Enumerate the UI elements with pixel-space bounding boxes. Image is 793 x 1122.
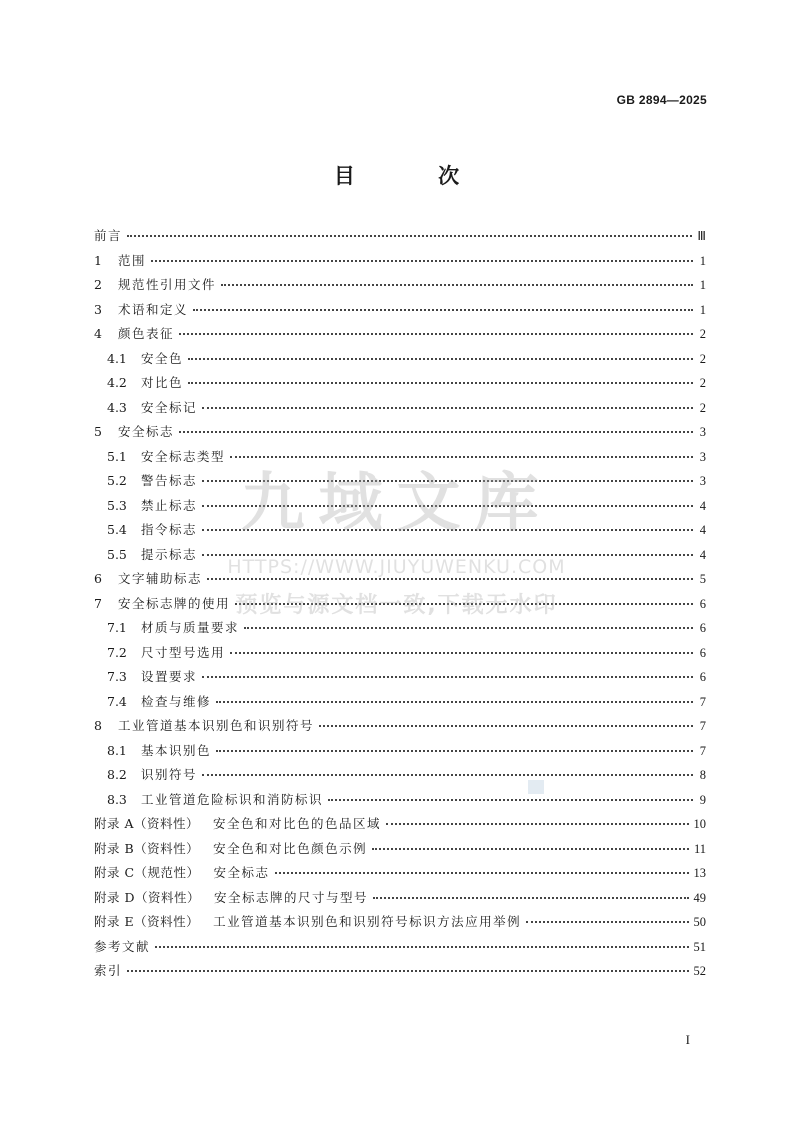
toc-entry-label: 安全色和对比色的色品区域 bbox=[213, 816, 382, 831]
toc-entry[interactable] bbox=[94, 618, 706, 643]
toc-entry-page: 1 bbox=[699, 278, 706, 292]
toc-entry-label: 文字辅助标志 bbox=[118, 571, 203, 586]
toc-entry-label: 范围 bbox=[118, 252, 147, 268]
toc-entry-label: 工业管道基本识别色和识别符号 bbox=[118, 718, 315, 733]
toc-entry-page: 4 bbox=[699, 498, 706, 513]
toc-entry-number: 8.3 bbox=[107, 791, 127, 807]
toc-entry-page: 7 bbox=[699, 694, 706, 709]
watermark-notice: 预览与源文档一致,下载无水印 bbox=[235, 593, 558, 618]
toc-entry-page: 4 bbox=[699, 523, 706, 537]
dot-leader bbox=[244, 627, 693, 629]
toc-entry-page: 5 bbox=[699, 572, 706, 586]
toc-entry-page: 50 bbox=[693, 915, 706, 929]
toc-entry-number: 6 bbox=[94, 571, 102, 586]
dot-leader bbox=[373, 897, 688, 899]
dot-leader bbox=[235, 603, 693, 605]
dot-leader bbox=[319, 725, 693, 727]
toc-entry-number: 5.4 bbox=[107, 522, 127, 537]
toc-entry[interactable] bbox=[94, 937, 706, 962]
toc-entry-number: 7 bbox=[94, 595, 102, 611]
toc-entry[interactable] bbox=[94, 373, 706, 398]
toc-entry-page: 51 bbox=[693, 939, 706, 954]
toc-entry[interactable] bbox=[94, 765, 706, 790]
dot-leader bbox=[179, 431, 693, 433]
toc-entry-label: 术语和定义 bbox=[118, 301, 189, 317]
toc-entry-page: 1 bbox=[699, 253, 706, 268]
standard-code: GB 2894—2025 bbox=[616, 93, 707, 107]
toc-entry-label: 禁止标志 bbox=[141, 497, 198, 513]
toc-entry-number: 5 bbox=[94, 424, 102, 439]
small-stamp-icon bbox=[528, 780, 544, 794]
toc-entry[interactable] bbox=[94, 863, 706, 888]
toc-entry[interactable] bbox=[94, 961, 706, 986]
toc-entry-number: 附录 A（资料性） bbox=[94, 816, 200, 831]
toc-entry-number: 4 bbox=[94, 326, 102, 341]
toc-entry-label: 索引 bbox=[94, 963, 123, 978]
toc-entry[interactable] bbox=[94, 324, 706, 349]
toc-entry[interactable] bbox=[94, 447, 706, 472]
toc-entry[interactable] bbox=[94, 569, 706, 594]
toc-entry-label: 安全色 bbox=[141, 350, 184, 366]
table-of-contents bbox=[94, 226, 706, 986]
dot-leader bbox=[127, 235, 692, 237]
toc-entry-page: 13 bbox=[693, 866, 706, 880]
toc-entry[interactable] bbox=[94, 594, 706, 619]
dot-leader bbox=[202, 774, 693, 776]
toc-entry[interactable] bbox=[94, 251, 706, 276]
toc-entry[interactable] bbox=[94, 912, 706, 937]
dot-leader bbox=[179, 333, 693, 335]
toc-entry-page: 2 bbox=[699, 376, 706, 390]
toc-entry-label: 设置要求 bbox=[141, 669, 198, 684]
toc-entry[interactable] bbox=[94, 814, 706, 839]
toc-entry-label: 工业管道基本识别色和识别符号标识方法应用举例 bbox=[213, 914, 522, 929]
toc-entry-number: 5.3 bbox=[107, 497, 127, 513]
toc-entry-label: 安全色和对比色颜色示例 bbox=[213, 840, 368, 856]
toc-entry-page: 6 bbox=[699, 670, 706, 684]
page-title: 目 次 bbox=[333, 163, 498, 188]
toc-entry-label: 参考文献 bbox=[94, 938, 151, 954]
toc-entry[interactable] bbox=[94, 888, 706, 913]
toc-entry-label: 前言 bbox=[94, 228, 123, 243]
toc-entry-label: 对比色 bbox=[141, 375, 184, 390]
toc-entry-number: 附录 E（资料性） bbox=[94, 914, 200, 929]
toc-entry-page: 8 bbox=[699, 768, 706, 782]
toc-entry-page: 4 bbox=[699, 547, 706, 562]
dot-leader bbox=[207, 578, 693, 580]
toc-entry-label: 指令标志 bbox=[141, 522, 198, 537]
toc-entry-number: 附录 B（资料性） bbox=[94, 840, 200, 856]
dot-leader bbox=[386, 823, 688, 825]
toc-entry[interactable] bbox=[94, 275, 706, 300]
toc-entry-page: 10 bbox=[693, 817, 706, 831]
toc-entry-label: 警告标志 bbox=[141, 473, 198, 488]
toc-entry-label: 颜色表征 bbox=[118, 326, 175, 341]
toc-entry-number: 7.3 bbox=[107, 669, 127, 684]
toc-entry-page: 3 bbox=[699, 474, 706, 488]
toc-entry-number: 1 bbox=[94, 252, 102, 268]
dot-leader bbox=[202, 505, 693, 507]
toc-entry-label: 安全标志 bbox=[213, 865, 270, 880]
toc-entry-number: 8 bbox=[94, 718, 102, 733]
toc-entry-label: 安全标志牌的使用 bbox=[118, 595, 231, 611]
toc-entry[interactable] bbox=[94, 741, 706, 766]
toc-entry[interactable] bbox=[94, 667, 706, 692]
toc-entry-number: 4.3 bbox=[107, 399, 127, 415]
toc-entry-label: 安全标志 bbox=[118, 424, 175, 439]
toc-entry-label: 提示标志 bbox=[141, 546, 198, 562]
toc-entry-number: 8.2 bbox=[107, 767, 127, 782]
watermark-brand: 九域文库 bbox=[240, 467, 553, 541]
toc-entry-label: 工业管道危险标识和消防标识 bbox=[141, 791, 324, 807]
dot-leader bbox=[155, 946, 688, 948]
toc-entry-number: 附录 D（资料性） bbox=[94, 889, 200, 905]
toc-entry-number: 5.1 bbox=[107, 448, 127, 464]
toc-entry[interactable] bbox=[94, 545, 706, 570]
toc-entry-number: 3 bbox=[94, 301, 102, 317]
dot-leader bbox=[202, 554, 693, 556]
toc-entry-page: 49 bbox=[693, 890, 706, 905]
dot-leader bbox=[275, 872, 689, 874]
dot-leader bbox=[188, 358, 693, 360]
dot-leader bbox=[216, 750, 693, 752]
toc-entry-number: 7.4 bbox=[107, 693, 127, 709]
dot-leader bbox=[372, 848, 689, 850]
toc-entry-number: 4.1 bbox=[107, 350, 127, 366]
toc-entry-page: 6 bbox=[699, 621, 706, 635]
dot-leader bbox=[151, 260, 693, 262]
dot-leader bbox=[193, 309, 693, 311]
toc-entry[interactable] bbox=[94, 643, 706, 668]
toc-entry[interactable] bbox=[94, 398, 706, 423]
dot-leader bbox=[202, 676, 693, 678]
toc-entry-page: 2 bbox=[699, 327, 706, 341]
dot-leader bbox=[188, 382, 693, 384]
toc-entry-label: 识别符号 bbox=[141, 767, 198, 782]
toc-entry-number: 8.1 bbox=[107, 742, 127, 758]
toc-entry-page: 1 bbox=[699, 302, 706, 317]
toc-entry-number: 4.2 bbox=[107, 375, 127, 390]
dot-leader bbox=[526, 921, 688, 923]
toc-entry-label: 安全标记 bbox=[141, 399, 198, 415]
toc-entry[interactable] bbox=[94, 520, 706, 545]
toc-entry-label: 尺寸型号选用 bbox=[141, 644, 226, 660]
toc-entry[interactable] bbox=[94, 790, 706, 815]
toc-entry[interactable] bbox=[94, 226, 706, 251]
dot-leader bbox=[328, 799, 693, 801]
toc-entry[interactable] bbox=[94, 716, 706, 741]
toc-entry[interactable] bbox=[94, 471, 706, 496]
toc-entry-page: 52 bbox=[693, 964, 706, 978]
toc-entry[interactable] bbox=[94, 692, 706, 717]
toc-entry[interactable] bbox=[94, 839, 706, 864]
toc-entry-label: 检查与维修 bbox=[141, 693, 212, 709]
toc-entry-page: 7 bbox=[699, 743, 706, 758]
toc-entry-page: 3 bbox=[699, 425, 706, 439]
toc-entry-page: 2 bbox=[699, 351, 706, 366]
toc-entry-label: 材质与质量要求 bbox=[141, 620, 240, 635]
toc-entry-page: 11 bbox=[693, 841, 706, 856]
toc-entry-number: 5.2 bbox=[107, 473, 127, 488]
dot-leader bbox=[230, 652, 693, 654]
dot-leader bbox=[221, 284, 693, 286]
toc-entry-page: 6 bbox=[699, 645, 706, 660]
toc-entry-number: 7.2 bbox=[107, 644, 127, 660]
page-number: I bbox=[685, 1032, 690, 1047]
toc-entry-number: 7.1 bbox=[107, 620, 127, 635]
toc-entry-number: 5.5 bbox=[107, 546, 127, 562]
toc-entry[interactable] bbox=[94, 300, 706, 325]
toc-entry-label: 安全标志类型 bbox=[141, 448, 226, 464]
toc-entry[interactable] bbox=[94, 422, 706, 447]
toc-entry-label: 规范性引用文件 bbox=[118, 277, 217, 292]
dot-leader bbox=[230, 456, 693, 458]
toc-entry-page: 6 bbox=[699, 596, 706, 611]
toc-entry-label: 安全标志牌的尺寸与型号 bbox=[214, 889, 369, 905]
toc-entry-page: 7 bbox=[699, 719, 706, 733]
toc-entry-page: Ⅲ bbox=[697, 229, 706, 243]
dot-leader bbox=[202, 407, 693, 409]
toc-entry-number: 2 bbox=[94, 277, 102, 292]
watermark-url: HTTPS://WWW.JIUYUWENKU.COM bbox=[227, 556, 566, 578]
toc-entry[interactable] bbox=[94, 349, 706, 374]
toc-entry-page: 2 bbox=[699, 400, 706, 415]
toc-entry-label: 基本识别色 bbox=[141, 742, 212, 758]
toc-entry-page: 3 bbox=[699, 449, 706, 464]
toc-entry-number: 附录 C（规范性） bbox=[94, 865, 200, 880]
dot-leader bbox=[127, 970, 688, 972]
dot-leader bbox=[202, 480, 693, 482]
toc-entry-page: 9 bbox=[699, 792, 706, 807]
dot-leader bbox=[202, 529, 693, 531]
toc-entry[interactable] bbox=[94, 496, 706, 521]
dot-leader bbox=[216, 701, 693, 703]
